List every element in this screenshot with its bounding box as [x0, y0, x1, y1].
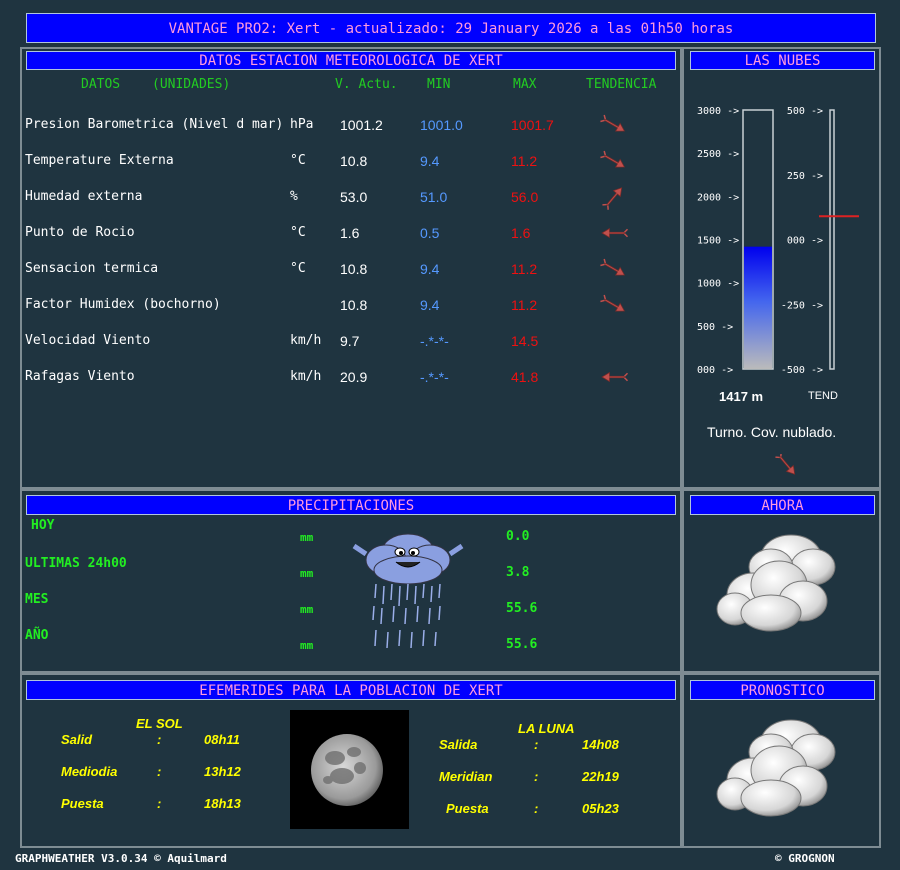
trend-arrow-icon: [597, 292, 631, 318]
moon-row-time: 05h23: [582, 801, 619, 816]
station-row-min: 9.4: [420, 153, 440, 169]
station-row-label: Velocidad Viento: [25, 333, 151, 348]
precip-value: 0.0: [506, 529, 530, 544]
cloud-gauge-tick-label: 000 ->: [697, 365, 734, 376]
col-min: MIN: [427, 77, 451, 92]
forecast-header: [690, 680, 875, 700]
trend-arrow-icon: [597, 184, 631, 210]
station-row-label: Presion Barometrica (Nivel d mar): [25, 117, 284, 132]
station-row-value: 53.0: [340, 189, 368, 205]
ephem-header: [26, 680, 676, 700]
col-actual: V. Actu.: [335, 77, 398, 92]
sun-row-time: 18h13: [204, 796, 241, 811]
cloud-height-label: 1417 m: [719, 389, 764, 404]
trend-arrow-icon: [597, 148, 631, 174]
moon-title: LA LUNA: [518, 721, 575, 736]
clouds-header-text: LAS NUBES: [744, 53, 821, 69]
sun-row-sep: :: [157, 764, 162, 779]
station-row-value: 1.6: [340, 225, 360, 241]
station-row-value: 20.9: [340, 369, 368, 385]
precip-unit: mm: [300, 639, 314, 652]
station-row-min: 9.4: [420, 261, 440, 277]
station-header: [26, 51, 676, 70]
station-row-max: 1.6: [511, 225, 531, 241]
station-row-value: 1001.2: [340, 117, 383, 133]
station-row-label: Sensacion termica: [25, 261, 159, 276]
tend-gauge-tick-label: 500 ->: [786, 106, 823, 117]
rain-cloud-icon: [348, 528, 470, 654]
moon-image: [290, 710, 409, 829]
precip-label: HOY: [31, 518, 55, 533]
footer-grognon: © GROGNON: [775, 852, 835, 865]
trend-arrow-icon: [597, 256, 631, 282]
col-max: MAX: [513, 77, 537, 92]
cloud-gauge-tick-label: 1500 ->: [697, 235, 740, 247]
sun-title: EL SOL: [136, 716, 183, 731]
now-header: [690, 495, 875, 515]
station-row-unit: °C: [290, 225, 306, 240]
moon-row-sep: :: [534, 769, 539, 784]
station-row-max: 41.8: [511, 369, 539, 385]
station-row-min: -.*-*-: [420, 369, 449, 385]
moon-row-label: Puesta: [446, 801, 489, 816]
sun-row-label: Mediodia: [61, 764, 118, 779]
moon-row-time: 22h19: [582, 769, 619, 784]
tend-gauge-tick-label: 250 ->: [786, 170, 823, 182]
cloud-gauge-tick-label: 1000 ->: [697, 278, 740, 290]
station-row-value: 10.8: [340, 153, 368, 169]
precip-unit: mm: [300, 603, 314, 616]
cloud-gauge-tick-label: 3000 ->: [697, 106, 740, 117]
precip-label: AÑO: [25, 628, 49, 643]
moon-row-label: Salida: [439, 737, 478, 752]
cloud-gauge-tick-label: 2500 ->: [697, 149, 740, 161]
cloud-gauge-tick-label: 2000 ->: [697, 192, 740, 204]
station-row-max: 11.2: [511, 261, 538, 277]
station-row-min: 51.0: [420, 189, 448, 205]
station-row-unit: °C: [290, 153, 306, 168]
forecast-header-text: PRONOSTICO: [740, 683, 825, 699]
precip-header: [26, 495, 676, 515]
station-row-unit: km/h: [290, 369, 322, 384]
trend-arrow-icon: [597, 364, 631, 390]
now-header-text: AHORA: [761, 498, 804, 514]
station-row-label: Rafagas Viento: [25, 369, 135, 384]
precip-label: ULTIMAS 24h00: [25, 556, 127, 571]
tend-gauge-tick-label: 000 ->: [786, 235, 823, 247]
station-row-value: 10.8: [340, 261, 368, 277]
station-row-value: 10.8: [340, 297, 368, 313]
cloudy-icon: [713, 527, 843, 637]
station-row-max: 1001.7: [511, 117, 554, 133]
station-row-unit: %: [290, 189, 298, 204]
cloud-status: Turno. Cov. nublado.: [707, 424, 837, 440]
station-row-min: -.*-*-: [420, 333, 449, 349]
precip-label: MES: [25, 592, 49, 607]
precip-unit: mm: [300, 567, 314, 580]
station-row-unit: km/h: [290, 333, 322, 348]
station-row-max: 14.5: [511, 333, 539, 349]
cloud-gauge: [690, 100, 875, 390]
sun-row-label: Salid: [61, 732, 93, 747]
clouds-header: [690, 51, 875, 70]
ephem-header-text: EFEMERIDES PARA LA POBLACION DE XERT: [199, 683, 503, 699]
precip-value: 55.6: [506, 637, 538, 652]
sun-row-label: Puesta: [61, 796, 104, 811]
sun-row-sep: :: [157, 732, 162, 747]
tend-gauge-tube: [830, 110, 834, 369]
station-row-unit: °C: [290, 261, 306, 276]
sun-row-sep: :: [157, 796, 162, 811]
station-row-label: Temperature Externa: [25, 153, 174, 168]
tend-gauge-tick-label: -500 ->: [780, 365, 823, 376]
col-datos: DATOS: [81, 77, 121, 92]
station-row-unit: hPa: [290, 117, 314, 132]
station-row-min: 0.5: [420, 225, 440, 241]
moon-row-sep: :: [534, 737, 539, 752]
moon-row-time: 14h08: [582, 737, 619, 752]
station-row-label: Punto de Rocio: [25, 225, 135, 240]
precip-value: 3.8: [506, 565, 530, 580]
trend-arrow-icon: [597, 112, 631, 138]
title-bar: [26, 13, 876, 43]
sun-row-time: 08h11: [204, 732, 240, 747]
station-row-label: Factor Humidex (bochorno): [25, 297, 221, 312]
station-row-max: 11.2: [511, 297, 538, 313]
station-row-label: Humedad externa: [25, 189, 143, 204]
moon-row-label: Meridian: [439, 769, 493, 784]
station-header-text: DATOS ESTACION METEOROLOGICA DE XERT: [199, 53, 503, 69]
forecast-cloudy-icon: [713, 712, 843, 822]
station-row-value: 9.7: [340, 333, 360, 349]
col-tendencia: TENDENCIA: [586, 77, 657, 92]
moon-row-sep: :: [534, 801, 539, 816]
tend-gauge-tick-label: -250 ->: [780, 300, 823, 312]
station-row-min: 1001.0: [420, 117, 463, 133]
cloud-base-fill: [744, 247, 772, 369]
cloud-gauge-tick-label: 500 ->: [697, 321, 734, 333]
page-title: VANTAGE PRO2: Xert - actualizado: 29 January 2026 a las 01h50 horas: [168, 21, 734, 37]
station-row-max: 11.2: [511, 153, 538, 169]
precip-unit: mm: [300, 531, 314, 544]
station-row-max: 56.0: [511, 189, 539, 205]
trend-arrow-icon: [597, 220, 631, 246]
cloud-trend-arrow-icon: [772, 454, 802, 476]
sun-row-time: 13h12: [204, 764, 241, 779]
footer-credit: GRAPHWEATHER V3.0.34 © Aquilmard: [15, 852, 227, 865]
precip-header-text: PRECIPITACIONES: [287, 498, 415, 514]
col-unidades: (UNIDADES): [152, 77, 231, 92]
moon-icon: [290, 710, 409, 829]
precip-value: 55.6: [506, 601, 538, 616]
station-row-min: 9.4: [420, 297, 440, 313]
tend-label: TEND: [808, 390, 838, 402]
